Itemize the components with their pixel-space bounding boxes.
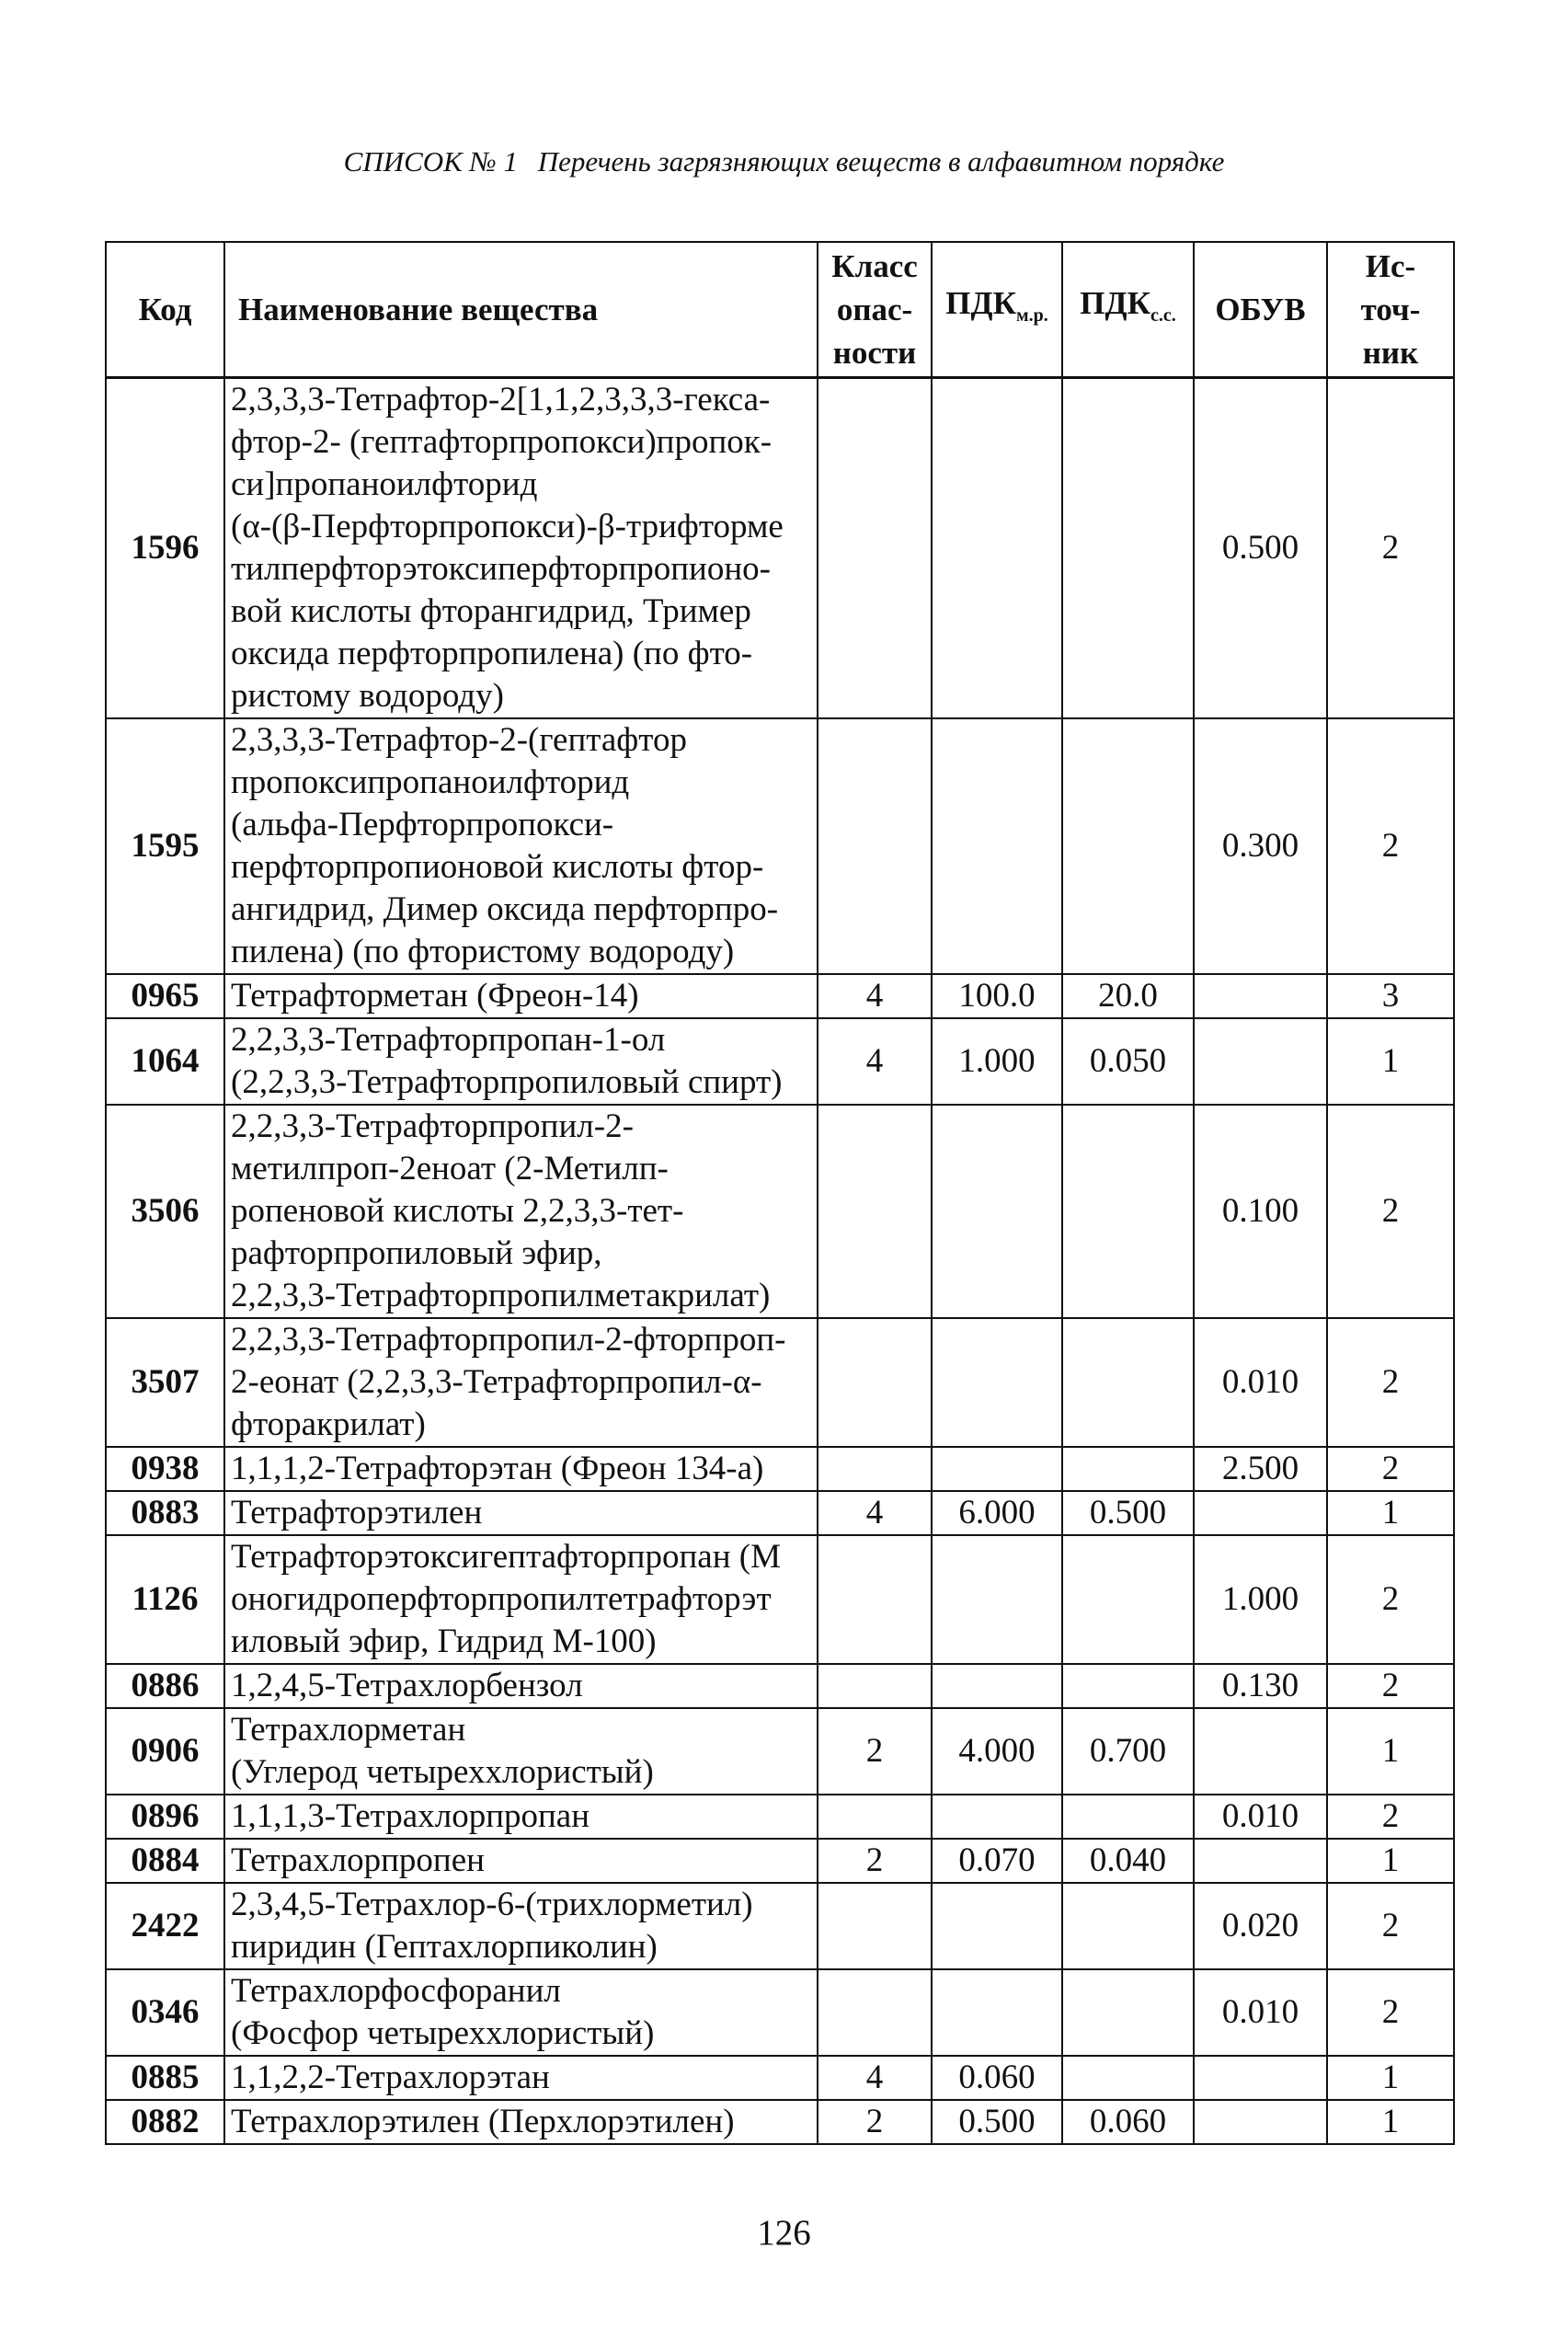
cell-pdk-mr: 0.060 [932, 2056, 1062, 2100]
cell-code: 1595 [106, 718, 224, 974]
cell-pdk-mr [932, 1883, 1062, 1969]
cell-name [224, 718, 818, 974]
cell-code: 0906 [106, 1708, 224, 1795]
cell-code: 0883 [106, 1491, 224, 1535]
cell-pdk-ss: 0.700 [1062, 1708, 1194, 1795]
cell-source: 1 [1327, 1708, 1454, 1795]
cell-source: 2 [1327, 1318, 1454, 1447]
table-row [106, 2100, 1454, 2144]
cell-name-line: (альфа-Перфторпропокси- [231, 806, 614, 843]
header-source-line: ник [1362, 335, 1419, 371]
header-class-line: опас- [836, 292, 913, 327]
header-pdk-mr [932, 242, 1062, 378]
cell-name-line: перфторпропионовой кислоты фтор- [231, 848, 764, 886]
cell-name-line: метилпроп-2еноат (2-Метилп- [231, 1150, 669, 1187]
cell-pdk-mr [932, 1664, 1062, 1708]
cell-name-line: Тетрахлорфосфоранил [231, 1972, 561, 2010]
cell-name-line: пиридин (Гептахлорпиколин) [231, 1928, 658, 1966]
page-header [0, 145, 1568, 178]
cell-name-line: ропеновой кислоты 2,2,3,3-тет- [231, 1192, 684, 1230]
cell-name-line: 2,3,4,5-Тетрахлор-6-(трихлорметил) [231, 1886, 753, 1923]
cell-source: 2 [1327, 378, 1454, 719]
cell-name-line: ангидрид, Димер оксида перфторпро- [231, 890, 779, 928]
cell-class: 4 [818, 1491, 932, 1535]
cell-obuv: 0.300 [1194, 718, 1327, 974]
cell-pdk-ss [1062, 2056, 1194, 2100]
cell-name-line: 1,1,1,2-Тетрафторэтан (Фреон 134-а) [231, 1450, 764, 1487]
cell-pdk-ss [1062, 1535, 1194, 1664]
table-row [106, 1883, 1454, 1969]
table-row [106, 1839, 1454, 1883]
cell-name-line: фторакрилат) [231, 1405, 426, 1443]
cell-obuv [1194, 974, 1327, 1018]
cell-name [224, 974, 818, 1018]
cell-source: 2 [1327, 1795, 1454, 1839]
cell-obuv [1194, 1491, 1327, 1535]
cell-pdk-ss: 0.050 [1062, 1018, 1194, 1105]
cell-name-line: Тетрахлорэтилен (Перхлорэтилен) [231, 2103, 735, 2140]
cell-obuv: 0.020 [1194, 1883, 1327, 1969]
cell-name-line: 2,3,3,3-Тетрафтор-2-(гептафтор [231, 721, 687, 759]
cell-source: 1 [1327, 1491, 1454, 1535]
cell-name [224, 1883, 818, 1969]
cell-name [224, 1318, 818, 1447]
cell-name-line: Тетрахлорметан [231, 1711, 466, 1749]
cell-name [224, 1018, 818, 1105]
cell-class [818, 1795, 932, 1839]
cell-obuv [1194, 1839, 1327, 1883]
cell-pdk-ss [1062, 1795, 1194, 1839]
cell-code: 0885 [106, 2056, 224, 2100]
cell-name-line: фтор-2- (гептафторпропокси)пропок- [231, 423, 773, 461]
header-class [818, 242, 932, 378]
page-number: 126 [757, 2213, 811, 2253]
cell-pdk-ss: 20.0 [1062, 974, 1194, 1018]
header-source [1327, 242, 1454, 378]
header-pdk-ss [1062, 242, 1194, 378]
cell-name-line: оксида перфторпропилена) (по фто- [231, 635, 753, 672]
cell-name [224, 1795, 818, 1839]
cell-source: 2 [1327, 718, 1454, 974]
cell-class [818, 1969, 932, 2056]
cell-name-line: 1,2,4,5-Тетрахлорбензол [231, 1667, 583, 1704]
cell-code: 0346 [106, 1969, 224, 2056]
cell-code: 1596 [106, 378, 224, 719]
cell-obuv: 1.000 [1194, 1535, 1327, 1664]
header-pdk-ss-sub: с.с. [1150, 305, 1176, 326]
cell-pdk-mr: 1.000 [932, 1018, 1062, 1105]
header-name: Наименование вещества [224, 242, 818, 378]
table-row [106, 1535, 1454, 1664]
cell-pdk-mr: 0.500 [932, 2100, 1062, 2144]
table-row [106, 1018, 1454, 1105]
cell-pdk-mr [932, 1535, 1062, 1664]
header-source-line: Ис- [1365, 248, 1416, 284]
table-row [106, 1795, 1454, 1839]
cell-name-line: (Углерод четыреххлористый) [231, 1753, 654, 1791]
cell-source: 3 [1327, 974, 1454, 1018]
cell-class [818, 1883, 932, 1969]
cell-name [224, 1491, 818, 1535]
cell-obuv [1194, 1708, 1327, 1795]
table-row [106, 1969, 1454, 2056]
cell-name-line: ристому водороду) [231, 677, 504, 715]
cell-pdk-ss [1062, 718, 1194, 974]
cell-pdk-ss [1062, 378, 1194, 719]
cell-name-line: 2,3,3,3-Тетрафтор-2[1,1,2,3,3,3-гекса- [231, 381, 771, 419]
cell-class: 2 [818, 1708, 932, 1795]
cell-obuv [1194, 1018, 1327, 1105]
cell-pdk-mr: 4.000 [932, 1708, 1062, 1795]
table-row [106, 1447, 1454, 1491]
cell-obuv: 2.500 [1194, 1447, 1327, 1491]
cell-code: 0896 [106, 1795, 224, 1839]
cell-obuv: 0.500 [1194, 378, 1327, 719]
header-class-line: ности [832, 335, 917, 371]
cell-name [224, 1535, 818, 1664]
cell-name [224, 1664, 818, 1708]
cell-class: 4 [818, 974, 932, 1018]
table-body [106, 378, 1454, 2145]
cell-obuv: 0.130 [1194, 1664, 1327, 1708]
cell-class [818, 1318, 932, 1447]
cell-code: 3507 [106, 1318, 224, 1447]
cell-name-line: пилена) (по фтористому водороду) [231, 933, 735, 970]
cell-name-line: 2,2,3,3-Тетрафторпропил-2- [231, 1107, 634, 1145]
header-pdk-mr-base: ПДК [945, 285, 1016, 321]
cell-name-line: 2,2,3,3-Тетрафторпропилметакрилат) [231, 1277, 771, 1314]
table-row [106, 718, 1454, 974]
cell-pdk-mr: 0.070 [932, 1839, 1062, 1883]
cell-class: 2 [818, 1839, 932, 1883]
cell-pdk-mr [932, 718, 1062, 974]
header-pdk-ss-base: ПДК [1080, 285, 1150, 321]
cell-class: 4 [818, 1018, 932, 1105]
cell-code: 1064 [106, 1018, 224, 1105]
cell-source: 2 [1327, 1664, 1454, 1708]
cell-name [224, 2100, 818, 2144]
table-row [106, 1664, 1454, 1708]
cell-obuv: 0.010 [1194, 1318, 1327, 1447]
table-row [106, 1708, 1454, 1795]
cell-obuv [1194, 2100, 1327, 2144]
cell-name-line: 2-еонат (2,2,3,3-Тетрафторпропил-α- [231, 1363, 762, 1401]
table-row [106, 2056, 1454, 2100]
cell-pdk-ss: 0.500 [1062, 1491, 1194, 1535]
cell-name-line: 1,1,1,3-Тетрахлорпропан [231, 1797, 590, 1835]
cell-name-line: Тетрафторэтилен [231, 1494, 483, 1531]
cell-pdk-ss [1062, 1318, 1194, 1447]
cell-pdk-ss [1062, 1105, 1194, 1318]
cell-source: 2 [1327, 1105, 1454, 1318]
table-row [106, 1105, 1454, 1318]
cell-class [818, 1447, 932, 1491]
cell-name-line: 1,1,2,2-Тетрахлорэтан [231, 2059, 550, 2096]
cell-code: 0882 [106, 2100, 224, 2144]
cell-pdk-ss [1062, 1664, 1194, 1708]
list-title: Перечень загрязняющих веществ в алфавитном порядке [537, 145, 1225, 178]
cell-code: 2422 [106, 1883, 224, 1969]
header-class-line: Класс [831, 248, 918, 284]
cell-name [224, 1105, 818, 1318]
cell-name-line: (Фосфор четыреххлористый) [231, 2014, 655, 2052]
cell-class [818, 1105, 932, 1318]
cell-source: 1 [1327, 2056, 1454, 2100]
cell-pdk-ss [1062, 1883, 1194, 1969]
cell-class [818, 1664, 932, 1708]
cell-name-line: (α-(β-Перфторпропокси)-β-трифторме [231, 508, 784, 545]
table-row [106, 378, 1454, 719]
cell-name [224, 1708, 818, 1795]
cell-name-line: вой кислоты фторангидрид, Тример [231, 592, 751, 630]
cell-code: 0884 [106, 1839, 224, 1883]
cell-code: 3506 [106, 1105, 224, 1318]
cell-source: 2 [1327, 1535, 1454, 1664]
cell-obuv: 0.100 [1194, 1105, 1327, 1318]
cell-name-line: рафторпропиловый эфир, [231, 1234, 602, 1272]
header-pdk-mr-sub: м.р. [1015, 305, 1048, 326]
cell-pdk-mr [932, 1969, 1062, 2056]
cell-source: 2 [1327, 1969, 1454, 2056]
cell-pdk-mr: 6.000 [932, 1491, 1062, 1535]
cell-name-line: оногидроперфторпропилтетрафторэт [231, 1580, 772, 1618]
cell-code: 0965 [106, 974, 224, 1018]
table-row [106, 974, 1454, 1018]
cell-name-line: (2,2,3,3-Тетрафторпропиловый спирт) [231, 1063, 783, 1101]
header-code: Код [106, 242, 224, 378]
cell-class [818, 718, 932, 974]
cell-class: 4 [818, 2056, 932, 2100]
cell-pdk-mr [932, 1795, 1062, 1839]
cell-pdk-mr [932, 378, 1062, 719]
cell-pdk-ss: 0.060 [1062, 2100, 1194, 2144]
cell-name-line: тилперфторэтоксиперфторпропионо- [231, 550, 771, 588]
cell-name [224, 1969, 818, 2056]
cell-code: 1126 [106, 1535, 224, 1664]
cell-source: 1 [1327, 1839, 1454, 1883]
cell-name [224, 1447, 818, 1491]
cell-pdk-ss: 0.040 [1062, 1839, 1194, 1883]
cell-source: 1 [1327, 1018, 1454, 1105]
table-row [106, 1491, 1454, 1535]
header-source-line: точ- [1360, 292, 1421, 327]
cell-name [224, 1839, 818, 1883]
cell-name-line: Тетрафторэтоксигептафторпропан (М [231, 1538, 781, 1576]
cell-obuv [1194, 2056, 1327, 2100]
cell-name-line: Тетрафторметан (Фреон-14) [231, 977, 639, 1015]
cell-name [224, 2056, 818, 2100]
cell-source: 1 [1327, 2100, 1454, 2144]
cell-class: 2 [818, 2100, 932, 2144]
table-header-row [106, 242, 1454, 378]
cell-name-line: 2,2,3,3-Тетрафторпропил-2-фторпроп- [231, 1321, 786, 1359]
cell-name-line: пропоксипропаноилфторид [231, 763, 630, 801]
cell-name-line: Тетрахлорпропен [231, 1841, 485, 1879]
cell-pdk-ss [1062, 1969, 1194, 2056]
cell-pdk-mr [932, 1318, 1062, 1447]
cell-name-line: иловый эфир, Гидрид М-100) [231, 1623, 657, 1660]
cell-obuv: 0.010 [1194, 1795, 1327, 1839]
cell-source: 2 [1327, 1447, 1454, 1491]
cell-class [818, 378, 932, 719]
table-row [106, 1318, 1454, 1447]
cell-obuv: 0.010 [1194, 1969, 1327, 2056]
cell-pdk-ss [1062, 1447, 1194, 1491]
cell-pdk-mr [932, 1447, 1062, 1491]
cell-source: 2 [1327, 1883, 1454, 1969]
cell-name [224, 378, 818, 719]
cell-pdk-mr [932, 1105, 1062, 1318]
header-obuv: ОБУВ [1194, 242, 1327, 378]
cell-name-line: 2,2,3,3-Тетрафторпропан-1-ол [231, 1021, 666, 1059]
cell-code: 0938 [106, 1447, 224, 1491]
cell-class [818, 1535, 932, 1664]
list-label: СПИСОК № 1 [343, 145, 518, 178]
substances-table [105, 241, 1455, 2145]
cell-code: 0886 [106, 1664, 224, 1708]
cell-name-line: си]пропаноилфторид [231, 465, 538, 503]
cell-pdk-mr: 100.0 [932, 974, 1062, 1018]
